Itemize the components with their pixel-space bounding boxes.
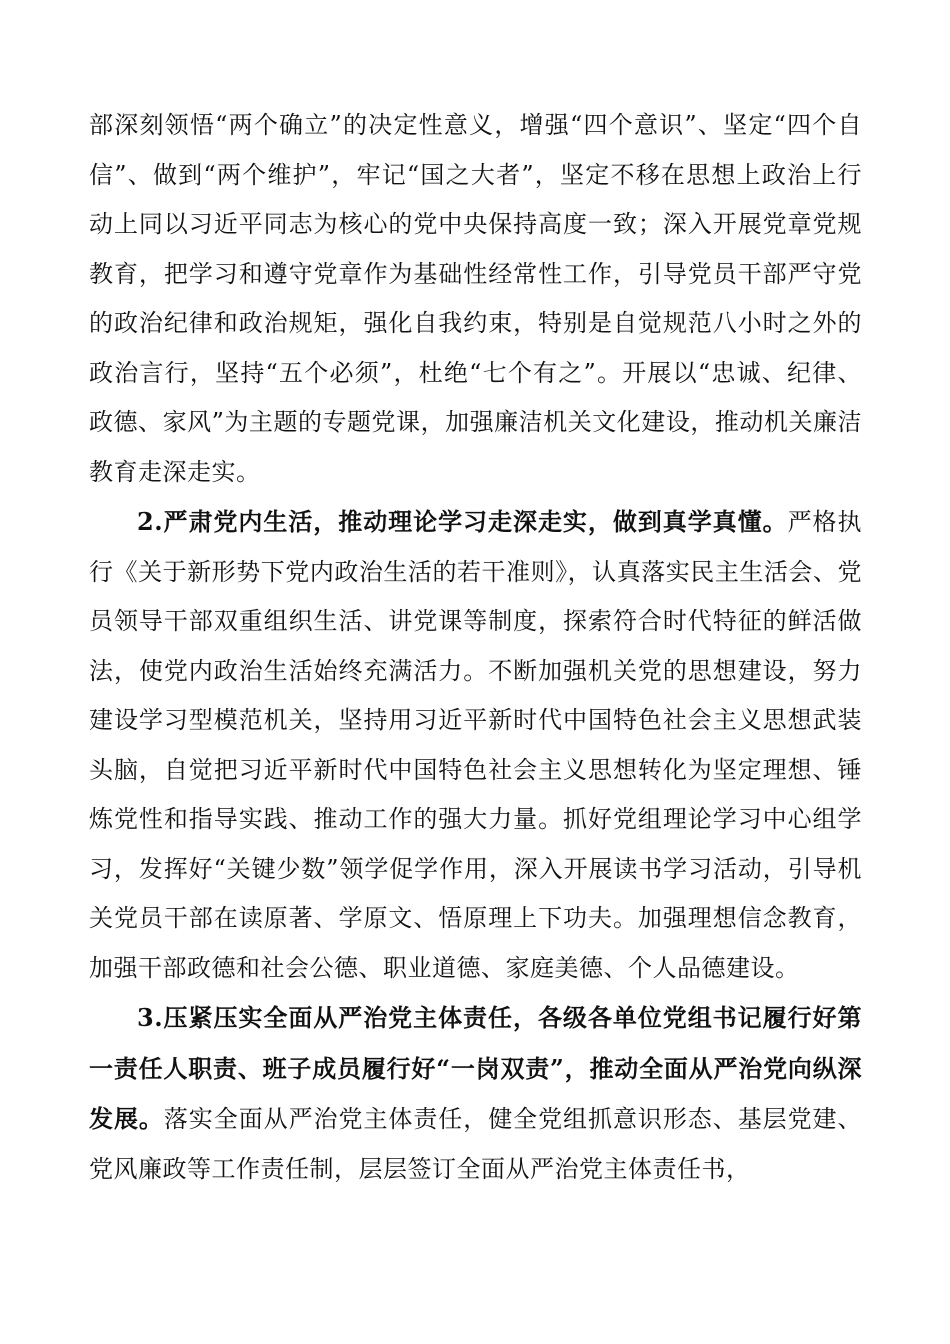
paragraph-item-2 <box>89 497 862 993</box>
paragraph-continuation <box>89 101 862 497</box>
document-page <box>89 101 862 1194</box>
paragraph-3-heading: 3.压紧压实全面从严治党主体责任，各级各单位党组书记履行好第一责任人职责、班子成员履行好“一岗双责”，推动全面从严治党向纵深发展。 <box>89 1003 862 1133</box>
paragraph-1-body: 部深刻领悟“两个确立”的决定性意义，增强“四个意识”、坚定“四个自信”、做到“两个维护”，牢记“国之大者”，坚定不移在思想上政治上行动上同以习近平同志为核心的党中央保持高度一致；深入开展党章党规教育，把学习和遵守党章作为基础性经常性工作，引导党员干部严守党的政治纪律和政治规矩，强化自我约束，特别是自觉规范八小时之外的政治言行，坚持“五个必须”，杜绝“七个有之”。开展以“忠诚、纪律、政德、家风”为主题的专题党课，加强廉洁机关文化建设，推动机关廉洁教育走深走实。 <box>89 111 862 486</box>
paragraph-2-heading: 2.严肃党内生活，推动理论学习走深走实，做到真学真懂。 <box>137 507 788 536</box>
paragraph-3-body: 落实全面从严治党主体责任，健全党组抓意识形态、基层党建、党风廉政等工作责任制，层层签订全面从严治党主体责任书， <box>89 1105 863 1183</box>
paragraph-2-body: 严格执行《关于新形势下党内政治生活的若干准则》，认真落实民主生活会、党员领导干部双重组织生活、讲党课等制度，探索符合时代特征的鲜活做法，使党内政治生活始终充满活力。不断加强机关党的思想建设，努力建设学习型模范机关，坚持用习近平新时代中国特色社会主义思想武装头脑，自觉把习近平新时代中国特色社会主义思想转化为坚定理想、锤炼党性和指导实践、推动工作的强大力量。抓好党组理论学习中心组学习，发挥好“关键少数”领学促学作用，深入开展读书学习活动，引导机关党员干部在读原著、学原文、悟原理上下功夫。加强理想信念教育，加强干部政德和社会公德、职业道德、家庭美德、个人品德建设。 <box>89 508 863 982</box>
paragraph-item-3 <box>89 993 862 1194</box>
